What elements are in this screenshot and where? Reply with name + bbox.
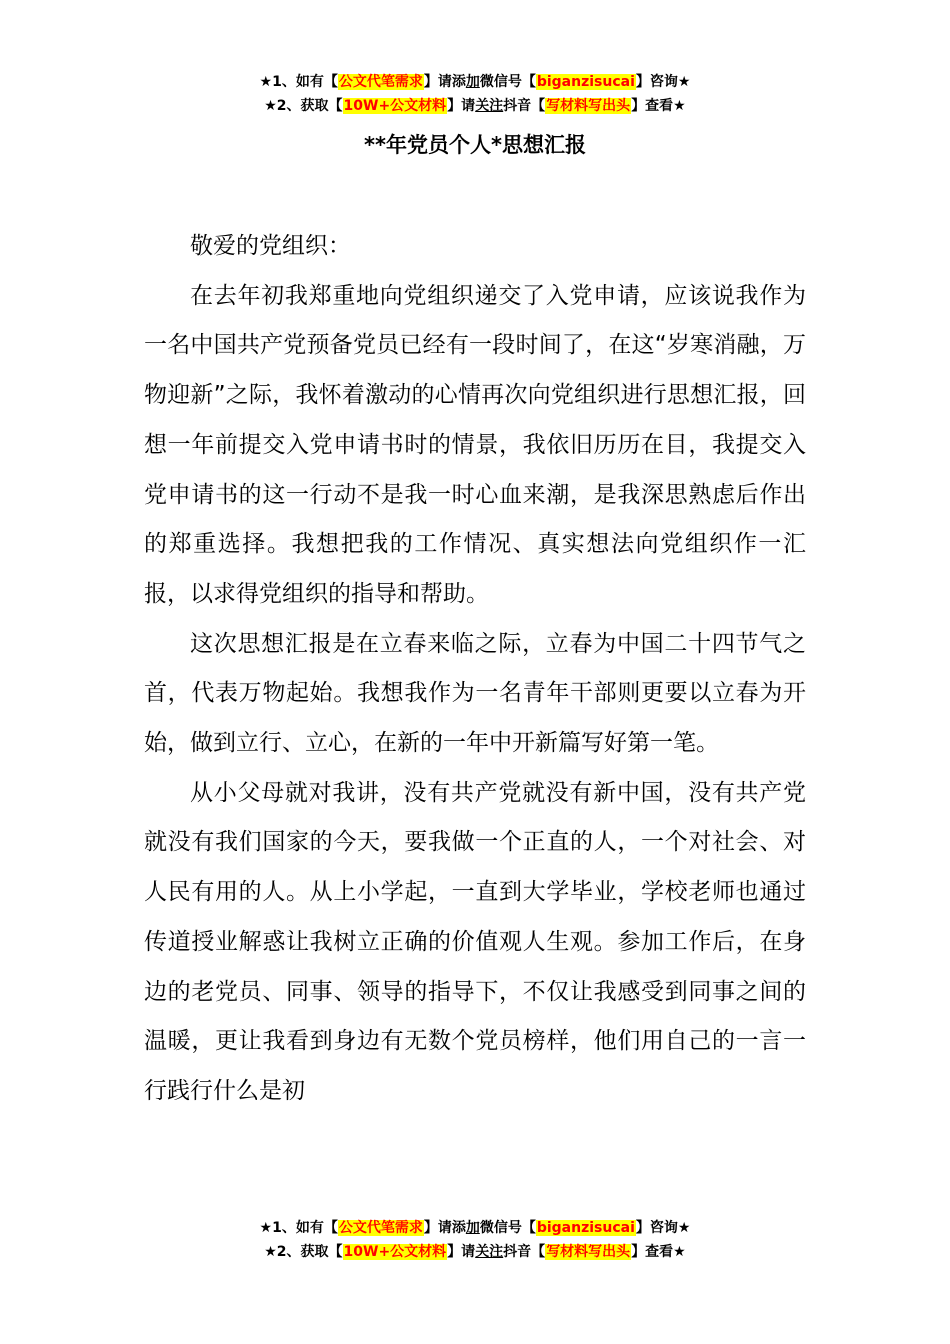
ad-text: 微信号【 xyxy=(479,74,536,90)
ad-text: ★2、获取【 xyxy=(264,98,343,114)
ad-highlight-service: 公文代笔需求 xyxy=(338,1220,423,1236)
ad-text: 微信号【 xyxy=(479,1220,536,1236)
ad-text: 】咨询★ xyxy=(635,1220,691,1236)
ad-text: 抖音【 xyxy=(503,1244,546,1260)
ad-highlight-douyin: 写材料写出头 xyxy=(546,98,631,114)
ad-underlined-text: 关注 xyxy=(475,1244,504,1260)
ad-highlight-wechat-id: biganzisucai xyxy=(536,74,635,90)
ad-highlight-materials: 10W+公文材料 xyxy=(343,98,447,114)
footer-ad-banner xyxy=(0,1216,950,1264)
ad-text: ★1、如有【 xyxy=(259,74,338,90)
ad-text: 】咨询★ xyxy=(635,74,691,90)
paragraph: 这次思想汇报是在立春来临之际，立春为中国二十四节气之首，代表万物起始。我想我作为一名青年干部则更要以立春为开始，做到立行、立心，在新的一年中开新篇写好第一笔。 xyxy=(144,630,806,757)
ad-highlight-service: 公文代笔需求 xyxy=(338,74,423,90)
ad-highlight-materials: 10W+公文材料 xyxy=(343,1244,447,1260)
ad-text: ★1、如有【 xyxy=(259,1220,338,1236)
document-body xyxy=(144,222,806,1117)
footer-ad-line-1 xyxy=(0,1216,950,1240)
ad-text: 】请添 xyxy=(423,1220,466,1236)
ad-text: 】请 xyxy=(447,1244,476,1260)
ad-text: 】请添 xyxy=(423,74,466,90)
header-ad-banner xyxy=(0,70,950,118)
ad-underlined-text: 关注 xyxy=(475,98,504,114)
footer-ad-line-2 xyxy=(0,1240,950,1264)
header-ad-line-1 xyxy=(0,70,950,94)
document-title: **年党员个人*思想汇报 xyxy=(364,133,586,157)
salutation: 敬爱的党组织： xyxy=(190,233,351,259)
header-ad-line-2 xyxy=(0,94,950,118)
ad-text: ★2、获取【 xyxy=(264,1244,343,1260)
ad-underlined-text: 加 xyxy=(465,74,480,90)
paragraph: 从小父母就对我讲，没有共产党就没有新中国，没有共产党就没有我们国家的今天，要我做一个正直的人，一个对社会、对人民有用的人。从上小学起，一直到大学毕业，学校老师也通过传道授业解惑让我树立正确的价值观人生观。参加工作后，在身边的老党员、同事、领导的指导下，不仅让我感受到同事之间的温暖，更让我看到身边有无数个党员榜样，他们用自己的一言一行践行什么是初 xyxy=(144,779,806,1104)
ad-underlined-text: 加 xyxy=(465,1220,480,1236)
ad-text: 】查看★ xyxy=(631,1244,686,1260)
paragraph: 在去年初我郑重地向党组织递交了入党申请，应该说我作为一名中国共产党预备党员已经有一段时间了，在这“岁寒消融，万物迎新”之际，我怀着激动的心情再次向党组织进行思想汇报，回想一年前提交入党申请书时的情景，我依旧历历在目，我提交入党申请书的这一行动不是我一时心血来潮，是我深思熟虑后作出的郑重选择。我想把我的工作情况、真实想法向党组织作一汇报，以求得党组织的指导和帮助。 xyxy=(144,282,806,607)
ad-text: 】请 xyxy=(447,98,476,114)
ad-highlight-douyin: 写材料写出头 xyxy=(546,1244,631,1260)
ad-highlight-wechat-id: biganzisucai xyxy=(536,1220,635,1236)
ad-text: 】查看★ xyxy=(631,98,686,114)
ad-text: 抖音【 xyxy=(503,98,546,114)
